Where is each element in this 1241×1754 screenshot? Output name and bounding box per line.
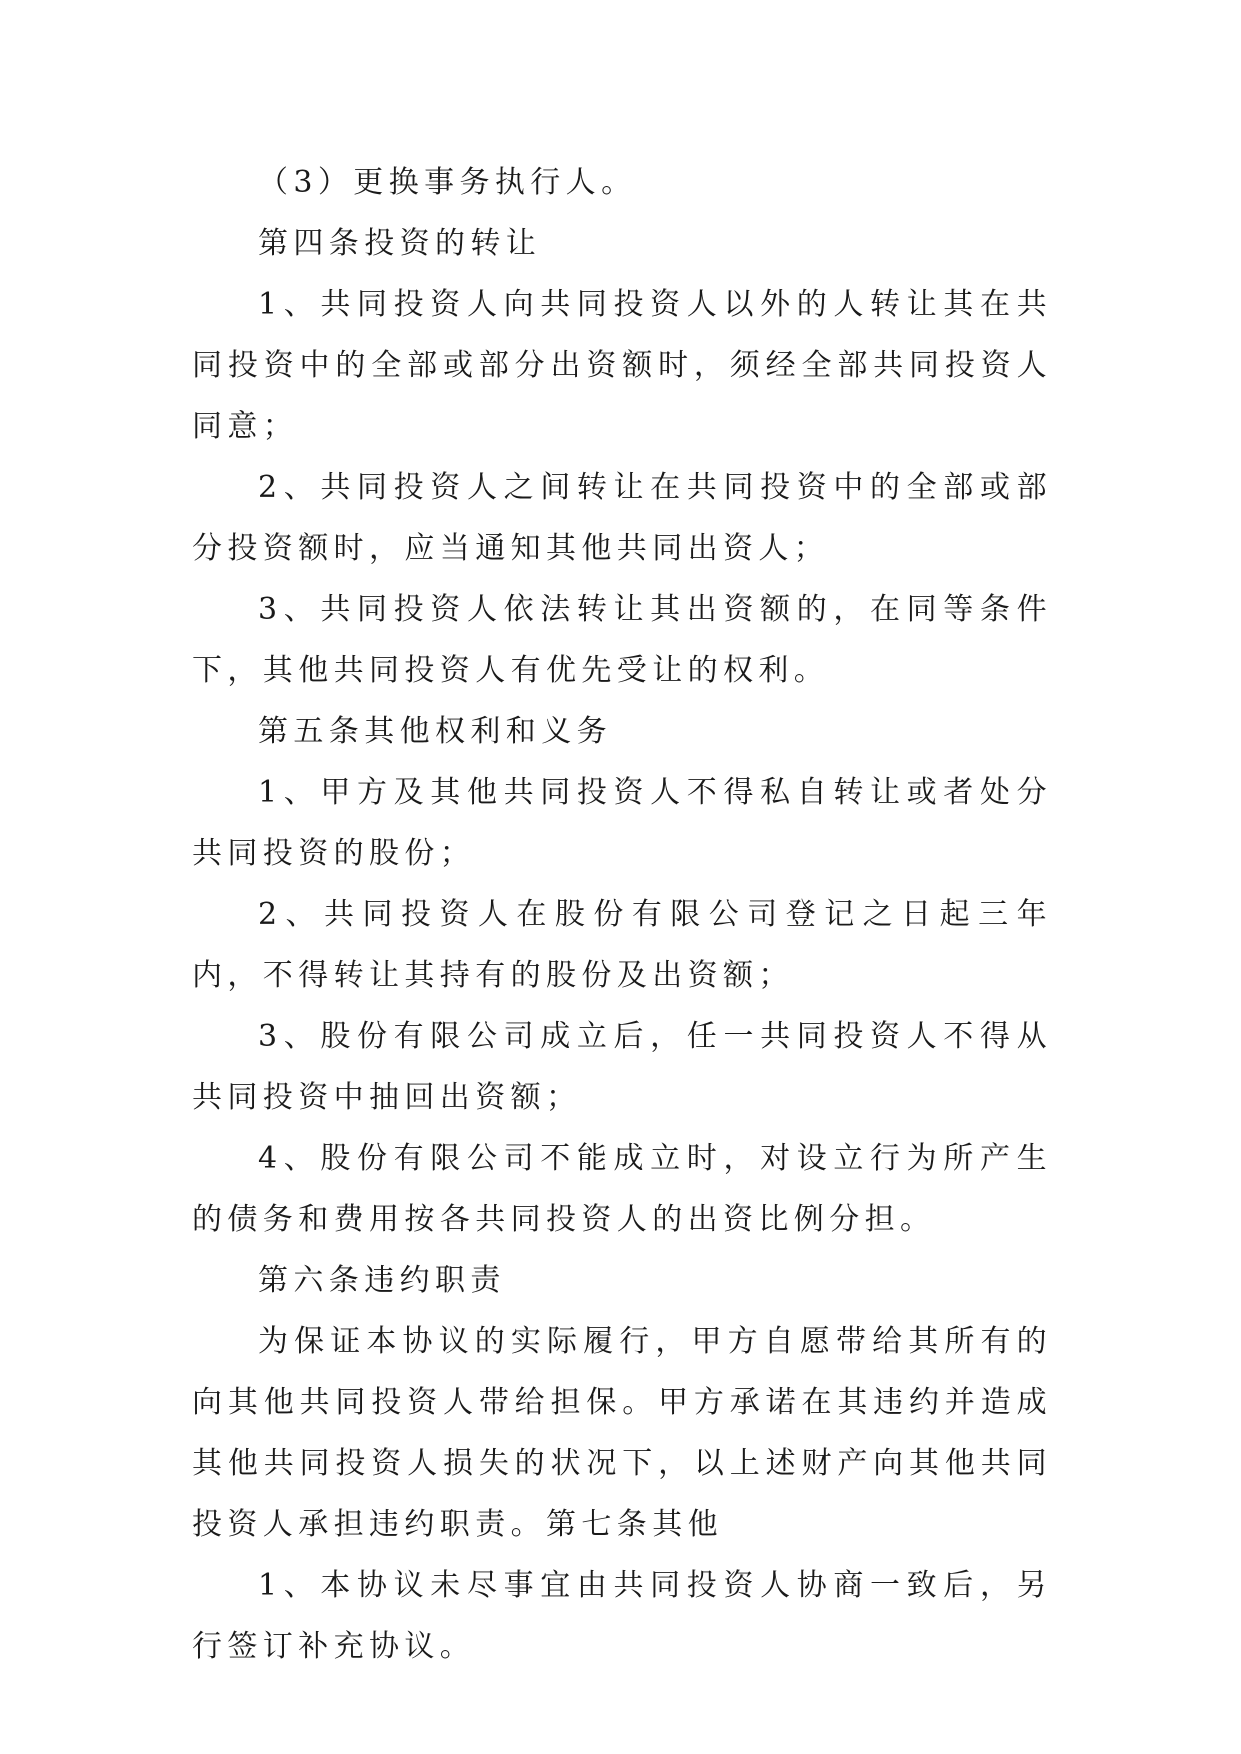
section-heading-article-5: 第五条其他权利和义务 [258, 714, 612, 749]
paragraph-article-4-item-1: 1、共同投资人向共同投资人以外的人转让其在共同投资中的全部或部分出资额时，须经全部共同投资人同意； [192, 287, 1052, 444]
paragraph-item-3-replace-executor: （3）更换事务执行人。 [258, 165, 637, 200]
section-heading-article-6: 第六条违约职责 [258, 1263, 506, 1298]
paragraph-article-5-item-3: 3、股份有限公司成立后，任一共同投资人不得从共同投资中抽回出资额； [192, 1019, 1052, 1115]
paragraph-article-5-item-4: 4、股份有限公司不能成立时，对设立行为所产生的债务和费用按各共同投资人的出资比例分担。 [192, 1141, 1052, 1237]
section-heading-article-4: 第四条投资的转让 [258, 226, 542, 261]
paragraph-article-5-item-2: 2、共同投资人在股份有限公司登记之日起三年内，不得转让其持有的股份及出资额； [192, 897, 1052, 993]
paragraph-article-7-item-1: 1、本协议未尽事宜由共同投资人协商一致后，另行签订补充协议。 [192, 1568, 1052, 1664]
paragraph-article-6-body: 为保证本协议的实际履行，甲方自愿带给其所有的向其他共同投资人带给担保。甲方承诺在其违约并造成其他共同投资人损失的状况下，以上述财产向其他共同投资人承担违约职责。第七条其他 [192, 1324, 1052, 1542]
paragraph-article-5-item-1: 1、甲方及其他共同投资人不得私自转让或者处分共同投资的股份； [192, 775, 1052, 871]
paragraph-article-4-item-2: 2、共同投资人之间转让在共同投资中的全部或部分投资额时，应当通知其他共同出资人； [192, 470, 1052, 566]
document-body [192, 152, 1052, 1677]
paragraph-article-4-item-3: 3、共同投资人依法转让其出资额的，在同等条件下，其他共同投资人有优先受让的权利。 [192, 592, 1052, 688]
